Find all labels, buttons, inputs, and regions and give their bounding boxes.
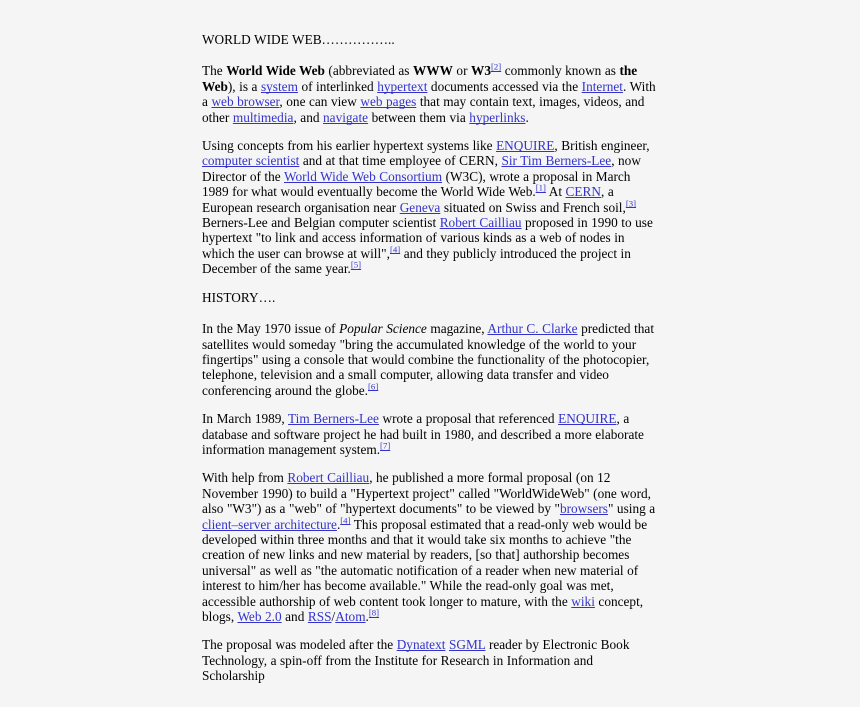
text-run: , a European research organisation near — [202, 184, 614, 215]
citation-ref[interactable] — [491, 62, 501, 72]
text-run: predicted that satellites would someday "bring the accumulated knowledge of the world to your fingertips" using a console that would combine the functionality of the photocopier, telephone, television and a small computer, allowing data transfer and video conferencing around the globe. — [202, 321, 655, 398]
text-run: ), is a — [227, 78, 261, 94]
paragraph-cailliau-proposal — [202, 470, 658, 624]
citation-link[interactable]: [4] — [340, 515, 351, 526]
text-run: situated on Swiss and French soil, — [440, 199, 626, 215]
text-run: and at that time employee of CERN, — [299, 153, 502, 169]
paragraph-clarke — [202, 321, 658, 398]
text-run: , British engineer, — [554, 138, 650, 154]
bold-world-wide-web: World Wide Web — [226, 63, 325, 79]
citation-ref[interactable] — [536, 183, 546, 193]
text-run: " using a — [607, 501, 656, 517]
text-run: With help from — [202, 470, 288, 486]
bold-w3: W3 — [471, 63, 491, 79]
text-run: . With a — [202, 78, 656, 110]
citation-ref[interactable] — [340, 515, 350, 525]
text-run: wrote a proposal that referenced — [378, 411, 559, 427]
link-navigate[interactable]: navigate — [323, 109, 369, 125]
link-wiki[interactable]: wiki — [571, 593, 595, 609]
text-run: between them via — [368, 109, 470, 125]
text-run: , one can view — [279, 94, 361, 110]
text-run: This proposal estimated that a read-only web would be developed within three months and that it would take six months to achieve "the creation of new links and new material by readers, [so that] authorship becomes universal" as well as "the automatic notification of a reader when new material of interest to him/her has become available." While the read-only goal was met, accessible authorship of web content took longer to mature, with the — [202, 516, 648, 609]
link-system[interactable]: system — [260, 78, 298, 94]
text-run: concept, blogs, — [202, 593, 644, 624]
citation-link[interactable]: [7] — [380, 440, 391, 451]
citation-ref[interactable] — [351, 260, 361, 270]
link-atom[interactable]: Atom — [335, 609, 366, 624]
text-run: reader by Electronic Book Technology, a spin-off from the Institute for Research in Information and Scholarship — [202, 637, 630, 684]
link-sir-tim-berners-lee[interactable]: Sir Tim Berners-Lee — [501, 153, 612, 169]
bold-the-web: the Web — [202, 63, 638, 94]
text-run: Using concepts from his earlier hypertext systems like — [202, 138, 497, 154]
text-run: . — [525, 109, 529, 125]
text-run: , a database and software project he had built in 1980, and described a more elaborate information management system. — [202, 411, 644, 457]
text-run: , and — [293, 109, 324, 125]
citation-ref[interactable] — [626, 198, 636, 208]
document-body — [202, 32, 658, 697]
text-run: or — [452, 63, 472, 79]
link-browsers[interactable]: browsers — [559, 501, 608, 517]
link-internet[interactable]: Internet — [581, 78, 623, 94]
text-run: , he published a more formal proposal (on 12 November 1990) to build a "Hypertext project" called "WorldWideWeb" (one word, also "W3") as a "web" of "hypertext documents" to be viewed by " — [202, 470, 651, 517]
text-run: The — [202, 63, 227, 79]
text-run: documents accessed via the — [427, 78, 582, 94]
text-run: (abbreviated as — [324, 63, 413, 79]
citation-link[interactable]: [6] — [368, 381, 379, 392]
link-robert-cailliau[interactable]: Robert Cailliau — [287, 470, 370, 486]
citation-ref[interactable] — [368, 381, 378, 391]
paragraph-introduction — [202, 63, 658, 125]
heading-history-text: HISTORY…. — [202, 289, 276, 305]
paragraph-concepts — [202, 138, 658, 277]
citation-ref[interactable] — [380, 441, 390, 451]
citation-ref[interactable] — [369, 608, 379, 618]
citation-link[interactable]: [1] — [535, 182, 546, 193]
text-run: proposed in 1990 to use hypertext "to link and access information of various kinds as a web of nodes in which the user can browse at will", — [202, 215, 653, 261]
paragraph-march-1989 — [202, 411, 658, 457]
link-web-pages[interactable]: web pages — [360, 94, 417, 110]
text-run: that may contain text, images, videos, and other — [202, 94, 645, 125]
link-robert-cailliau[interactable]: Robert Cailliau — [439, 215, 522, 231]
heading-history — [202, 290, 658, 305]
text-run: magazine, — [426, 321, 488, 337]
text-run: of interlinked — [297, 78, 378, 94]
text-run: At — [545, 184, 566, 200]
text-run: , now Director of the — [202, 153, 641, 184]
citation-link[interactable]: [4] — [389, 244, 401, 255]
link-web-2-0[interactable]: Web 2.0 — [237, 609, 282, 624]
citation-link[interactable]: [3] — [625, 198, 637, 209]
link-tim-berners-lee[interactable]: Tim Berners-Lee — [288, 411, 379, 427]
link-dynatext[interactable]: Dynatext — [396, 637, 446, 653]
text-run: commonly known as — [501, 63, 620, 79]
heading-world-wide-web — [202, 32, 658, 47]
text-run: Berners-Lee and Belgian computer scientist — [202, 215, 440, 231]
paragraph-dynatext — [202, 637, 658, 683]
link-computer-scientist[interactable]: computer scientist — [202, 153, 300, 169]
text-run: and — [281, 609, 308, 624]
bold-www: WWW — [413, 63, 453, 79]
link-world-wide-web-consortium[interactable]: World Wide Web Consortium — [283, 168, 443, 184]
heading-world-wide-web-text: WORLD WIDE WEB…………….. — [202, 32, 395, 47]
italic-popular-science: Popular Science — [339, 321, 427, 337]
text-run: The proposal was modeled after the — [202, 637, 397, 653]
link-arthur-c-clarke[interactable]: Arthur C. Clarke — [487, 321, 578, 337]
text-run: In the May 1970 issue of — [202, 321, 340, 337]
link-multimedia[interactable]: multimedia — [232, 109, 294, 125]
link-hypertext[interactable]: hypertext — [377, 78, 428, 94]
citation-ref[interactable] — [390, 244, 400, 254]
text-run: In March 1989, — [202, 411, 289, 427]
text-run: . — [365, 609, 369, 624]
link-hyperlinks[interactable]: hyperlinks — [469, 109, 526, 125]
link-rss[interactable]: RSS — [307, 609, 332, 624]
citation-link[interactable]: [2] — [490, 61, 502, 72]
text-run: / — [331, 609, 336, 624]
link-web-browser[interactable]: web browser — [211, 94, 280, 110]
citation-link[interactable]: [8] — [368, 607, 380, 618]
link-client-server-architecture[interactable]: client–server architecture — [202, 516, 337, 532]
link-enquire[interactable]: ENQUIRE — [496, 138, 555, 154]
text-run: (W3C), wrote a proposal in March 1989 for what would eventually become the World Wide Web. — [202, 168, 631, 200]
citation-link[interactable]: [5] — [350, 259, 362, 270]
text-run: . — [336, 516, 341, 532]
text-run: and they publicly introduced the project in December of the same year. — [202, 245, 631, 277]
link-cern[interactable]: CERN — [565, 184, 602, 200]
link-enquire[interactable]: ENQUIRE — [558, 411, 617, 427]
link-sgml[interactable]: SGML — [448, 637, 486, 653]
link-geneva[interactable]: Geneva — [399, 199, 441, 215]
